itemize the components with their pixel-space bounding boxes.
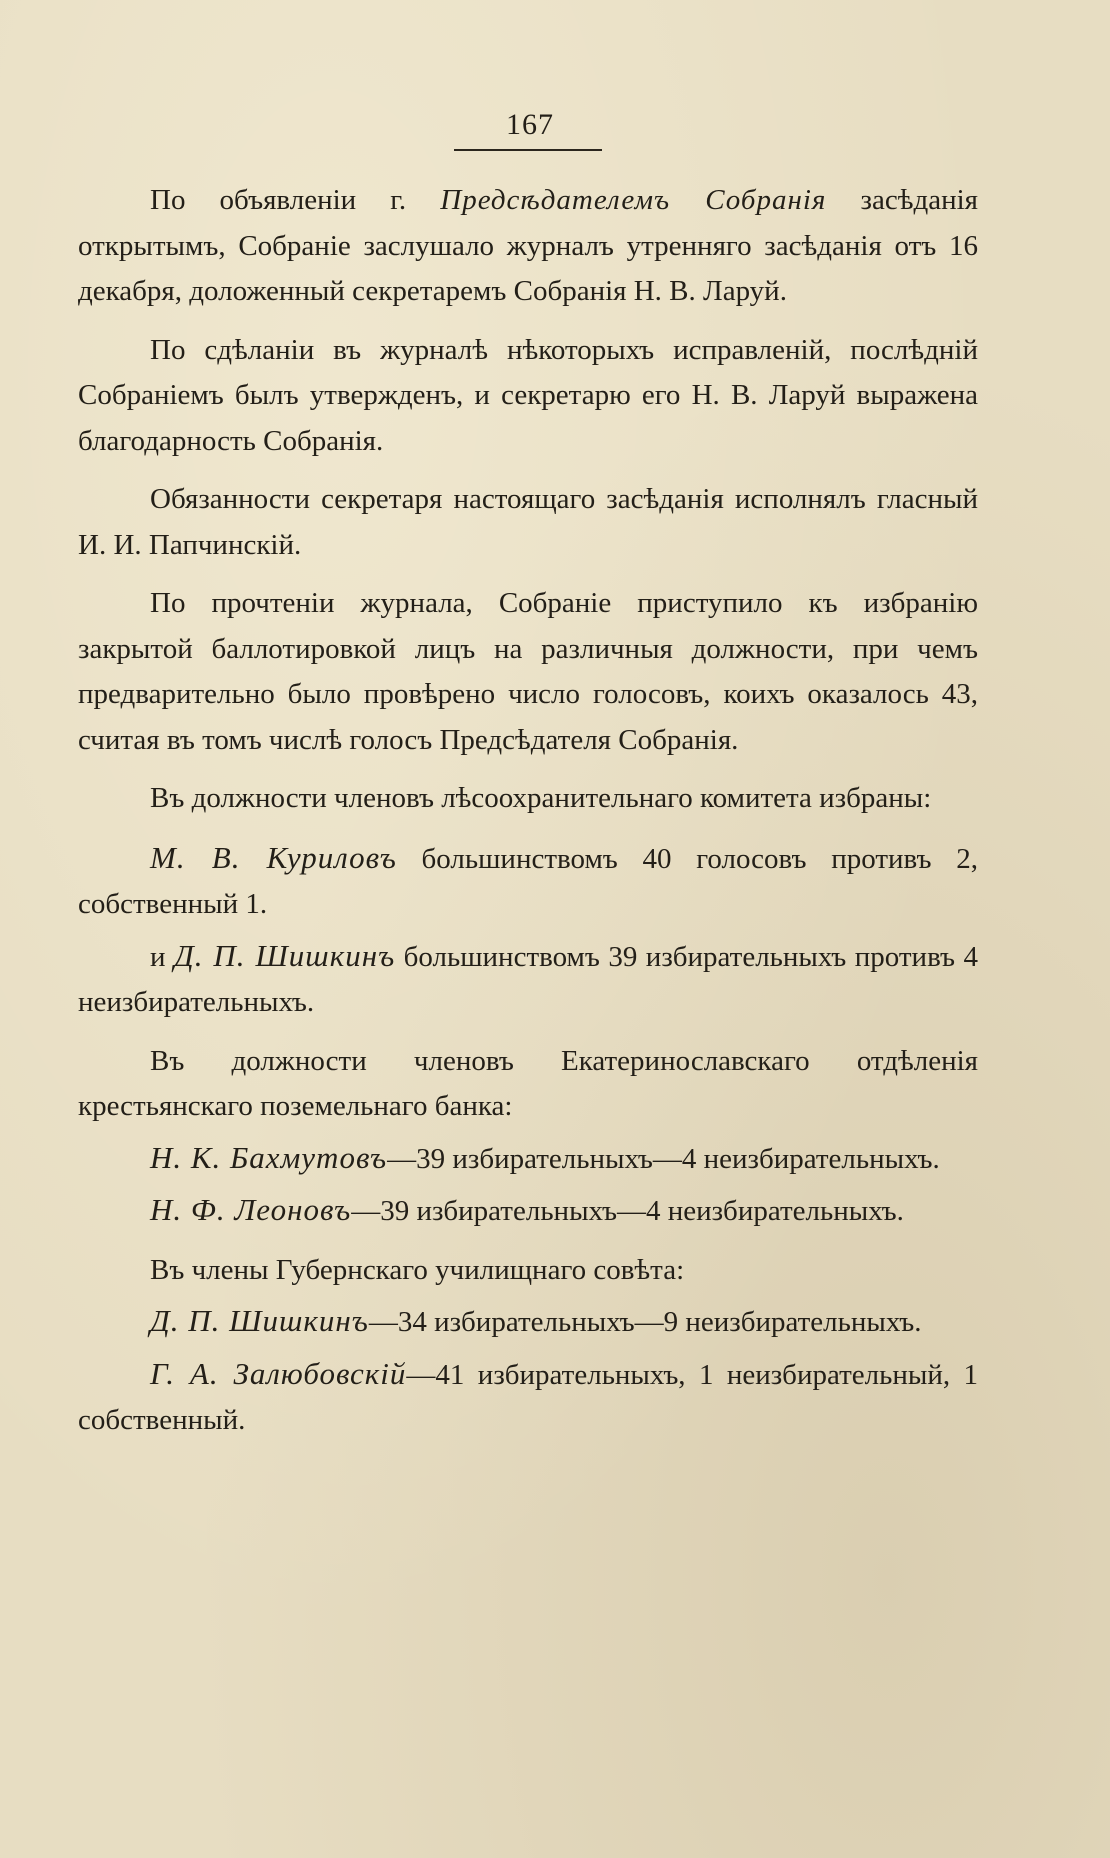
paragraph-text: По объявленіи г. bbox=[150, 184, 441, 216]
paragraph-election-entry bbox=[78, 1135, 978, 1183]
paragraph-text: —34 избирательныхъ—9 неизбирательныхъ. bbox=[368, 1306, 922, 1338]
paragraph-secretary: Обязанности секретаря настоящаго засѣданія исполнялъ гласный И. И. Папчинскій. bbox=[78, 483, 978, 561]
paragraph-opening bbox=[78, 178, 978, 315]
elected-name: Г. А. Залюбовскій bbox=[150, 1355, 407, 1391]
paragraph-text: большинствомъ 39 избирательныхъ противъ 4 неизбирательныхъ. bbox=[78, 940, 978, 1018]
paragraph-election-entry bbox=[78, 1298, 978, 1346]
paragraph-election-entry bbox=[78, 933, 978, 1026]
paragraph-text: большинствомъ 40 голосовъ противъ 2, собственный 1. bbox=[78, 842, 978, 920]
paragraph-election-entry bbox=[78, 1351, 978, 1444]
paragraph-election-entry bbox=[78, 1187, 978, 1235]
paragraph-school-council: Въ члены Губернскаго училищнаго совѣта: bbox=[150, 1253, 685, 1286]
paragraph-forest-committee: Въ должности членовъ лѣсоохранительнаго комитета избраны: bbox=[150, 782, 932, 814]
page-number: 167 bbox=[506, 108, 554, 141]
paragraph-text: —39 избирательныхъ—4 неизбирательныхъ. bbox=[387, 1142, 940, 1175]
elected-name: М. В. Куриловъ bbox=[150, 839, 397, 875]
paragraph-text: и bbox=[150, 940, 174, 973]
paragraph-ballot: По прочтеніи журнала, Собраніе приступило къ избранію закрытой баллотировкой лицъ на различныя должности, при чемъ предварительно было провѣрено число голосовъ, коихъ оказалось 43, считая въ томъ числѣ голосъ Предсѣдателя Собранія. bbox=[78, 587, 978, 756]
elected-name: Н. К. Бахмутовъ bbox=[150, 1139, 388, 1175]
elected-name: Д. П. Шишкинъ bbox=[150, 1303, 369, 1338]
header-rule bbox=[454, 149, 602, 151]
paragraph-text: засѣданія открытымъ, Собраніе заслушало журналъ утренняго засѣданія отъ 16 декабря, доложенный секретаремъ Собранія Н. В. Ларуй. bbox=[78, 184, 978, 307]
paragraph-text: —41 избирательныхъ, 1 неизбирательный, 1 собственный. bbox=[78, 1358, 978, 1436]
paragraph-text: —39 избирательныхъ—4 неизбирательныхъ. bbox=[351, 1195, 904, 1227]
elected-name: Н. Ф. Леоновъ bbox=[150, 1192, 352, 1227]
paragraph-journal-approved: По сдѣланіи въ журналѣ нѣкоторыхъ исправленій, послѣдній Собраніемъ былъ утвержденъ, и секретарю его Н. В. Ларуй выражена благодарность Собранія. bbox=[78, 333, 978, 457]
chairman-title: Предсѣдателемъ Собранія bbox=[440, 184, 827, 216]
paragraph-bank-branch: Въ должности членовъ Екатеринославскаго отдѣленія крестьянскаго поземельнаго банка: bbox=[78, 1044, 978, 1122]
paragraph-election-entry bbox=[78, 835, 978, 928]
elected-name: Д. П. Шишкинъ bbox=[173, 937, 396, 973]
body-text bbox=[78, 178, 978, 1457]
